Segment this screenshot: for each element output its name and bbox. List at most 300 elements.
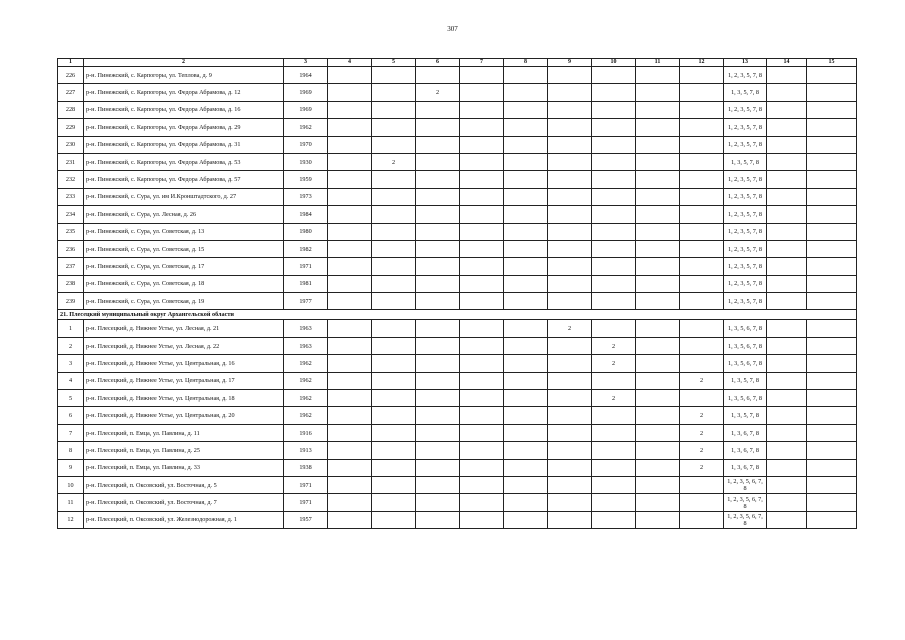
column-13-cell: 1, 2, 3, 5, 7, 8 — [724, 275, 767, 292]
column-9-cell — [548, 136, 592, 153]
column-8-cell — [504, 188, 548, 205]
year-cell: 1957 — [284, 511, 328, 528]
column-4-cell — [328, 223, 372, 240]
column-13-cell: 1, 3, 5, 7, 8 — [724, 153, 767, 170]
column-12-cell — [680, 206, 724, 223]
column-7-cell — [460, 101, 504, 118]
column-15-cell — [807, 206, 857, 223]
year-cell: 1971 — [284, 258, 328, 275]
column-11-cell — [636, 119, 680, 136]
column-9-cell — [548, 223, 592, 240]
column-8-cell — [504, 275, 548, 292]
column-7-cell — [460, 337, 504, 354]
column-8-cell — [504, 476, 548, 493]
column-7-cell — [460, 67, 504, 84]
column-12-cell — [680, 171, 724, 188]
column-7-cell — [460, 511, 504, 528]
column-4-cell — [328, 101, 372, 118]
column-5-cell — [372, 390, 416, 407]
column-9-cell: 2 — [548, 320, 592, 337]
column-11-cell — [636, 275, 680, 292]
column-4-cell — [328, 67, 372, 84]
column-5-cell — [372, 320, 416, 337]
column-4-cell — [328, 511, 372, 528]
column-13-cell: 1, 2, 3, 5, 7, 8 — [724, 293, 767, 310]
column-14-cell — [767, 390, 807, 407]
year-cell: 1959 — [284, 171, 328, 188]
row-number-cell: 226 — [58, 67, 84, 84]
column-14-cell — [767, 476, 807, 493]
address-cell: р-н. Плесецкий, д. Нижнее Устье, ул. Центральная, д. 17 — [84, 372, 284, 389]
row-number-cell: 231 — [58, 153, 84, 170]
column-header: 6 — [416, 59, 460, 67]
column-14-cell — [767, 355, 807, 372]
column-10-cell — [592, 136, 636, 153]
row-number-cell: 2 — [58, 337, 84, 354]
column-11-cell — [636, 511, 680, 528]
column-header: 8 — [504, 59, 548, 67]
row-number-cell: 237 — [58, 258, 84, 275]
column-5-cell — [372, 442, 416, 459]
column-7-cell — [460, 153, 504, 170]
column-6-cell — [416, 355, 460, 372]
column-4-cell — [328, 355, 372, 372]
column-12-cell — [680, 390, 724, 407]
column-10-cell — [592, 442, 636, 459]
column-8-cell — [504, 494, 548, 511]
address-cell: р-н. Плесецкий, п. Оксовский, ул. Железнодорожная, д. 1 — [84, 511, 284, 528]
column-11-cell — [636, 171, 680, 188]
row-number-cell: 228 — [58, 101, 84, 118]
table-row — [58, 494, 857, 511]
page-number: 307 — [447, 25, 458, 33]
column-11-cell — [636, 153, 680, 170]
column-6-cell — [416, 153, 460, 170]
column-4-cell — [328, 476, 372, 493]
column-6-cell — [416, 223, 460, 240]
year-cell: 1962 — [284, 119, 328, 136]
column-14-cell — [767, 494, 807, 511]
column-15-cell — [807, 258, 857, 275]
column-14-cell — [767, 119, 807, 136]
column-header: 2 — [84, 59, 284, 67]
column-4-cell — [328, 240, 372, 257]
column-7-cell — [460, 293, 504, 310]
column-header: 13 — [724, 59, 767, 67]
column-14-cell — [767, 188, 807, 205]
column-8-cell — [504, 372, 548, 389]
column-10-cell — [592, 494, 636, 511]
column-7-cell — [460, 459, 504, 476]
table-row — [58, 275, 857, 292]
column-10-cell — [592, 258, 636, 275]
column-12-cell — [680, 337, 724, 354]
column-10-cell: 2 — [592, 355, 636, 372]
column-6-cell — [416, 188, 460, 205]
table-row — [58, 153, 857, 170]
column-11-cell — [636, 67, 680, 84]
column-11-cell — [636, 258, 680, 275]
column-5-cell — [372, 407, 416, 424]
year-cell: 1971 — [284, 476, 328, 493]
column-7-cell — [460, 188, 504, 205]
column-8-cell — [504, 459, 548, 476]
year-cell: 1977 — [284, 293, 328, 310]
column-8-cell — [504, 442, 548, 459]
column-11-cell — [636, 390, 680, 407]
table-row — [58, 511, 857, 528]
column-7-cell — [460, 171, 504, 188]
column-8-cell — [504, 424, 548, 441]
column-15-cell — [807, 476, 857, 493]
column-15-cell — [807, 459, 857, 476]
column-5-cell — [372, 223, 416, 240]
column-8-cell — [504, 206, 548, 223]
table-row — [58, 188, 857, 205]
section-title: 21. Плесецкий муниципальный округ Архангельской области — [58, 310, 857, 320]
column-12-cell — [680, 153, 724, 170]
row-number-cell: 238 — [58, 275, 84, 292]
column-6-cell — [416, 67, 460, 84]
column-4-cell — [328, 258, 372, 275]
column-8-cell — [504, 67, 548, 84]
column-13-cell: 1, 2, 3, 5, 7, 8 — [724, 119, 767, 136]
column-10-cell — [592, 320, 636, 337]
column-11-cell — [636, 223, 680, 240]
column-11-cell — [636, 476, 680, 493]
column-13-cell: 1, 3, 5, 6, 7, 8 — [724, 355, 767, 372]
column-6-cell — [416, 424, 460, 441]
column-5-cell — [372, 101, 416, 118]
column-10-cell — [592, 119, 636, 136]
column-9-cell — [548, 206, 592, 223]
column-13-cell: 1, 2, 3, 5, 7, 8 — [724, 101, 767, 118]
column-12-cell — [680, 223, 724, 240]
column-11-cell — [636, 293, 680, 310]
row-number-cell: 229 — [58, 119, 84, 136]
column-13-cell: 1, 2, 3, 5, 7, 8 — [724, 136, 767, 153]
column-12-cell — [680, 84, 724, 101]
address-cell: р-н. Пинежский, с. Карпогоры, ул. Федора Абрамова, д. 16 — [84, 101, 284, 118]
year-cell: 1913 — [284, 442, 328, 459]
column-6-cell — [416, 407, 460, 424]
row-number-cell: 3 — [58, 355, 84, 372]
year-cell: 1964 — [284, 67, 328, 84]
table-row — [58, 136, 857, 153]
column-14-cell — [767, 206, 807, 223]
address-cell: р-н. Пинежский, с. Сура, ул. Лесная, д. 26 — [84, 206, 284, 223]
column-15-cell — [807, 442, 857, 459]
column-11-cell — [636, 337, 680, 354]
year-cell: 1962 — [284, 407, 328, 424]
column-13-cell: 1, 3, 5, 6, 7, 8 — [724, 337, 767, 354]
table-row — [58, 407, 857, 424]
column-12-cell — [680, 494, 724, 511]
column-5-cell — [372, 258, 416, 275]
column-6-cell — [416, 240, 460, 257]
column-6-cell — [416, 206, 460, 223]
column-10-cell — [592, 153, 636, 170]
address-cell: р-н. Плесецкий, п. Емца, ул. Павлина, д. 25 — [84, 442, 284, 459]
column-4-cell — [328, 275, 372, 292]
column-12-cell: 2 — [680, 372, 724, 389]
column-7-cell — [460, 258, 504, 275]
column-8-cell — [504, 84, 548, 101]
year-cell: 1970 — [284, 136, 328, 153]
column-4-cell — [328, 442, 372, 459]
column-5-cell — [372, 67, 416, 84]
column-12-cell: 2 — [680, 459, 724, 476]
column-4-cell — [328, 206, 372, 223]
column-10-cell — [592, 223, 636, 240]
table-row — [58, 476, 857, 493]
column-8-cell — [504, 355, 548, 372]
column-11-cell — [636, 459, 680, 476]
column-5-cell — [372, 337, 416, 354]
column-12-cell: 2 — [680, 424, 724, 441]
row-number-cell: 1 — [58, 320, 84, 337]
column-5-cell — [372, 424, 416, 441]
address-cell: р-н. Плесецкий, д. Нижнее Устье, ул. Центральная, д. 16 — [84, 355, 284, 372]
table-header-row — [58, 59, 857, 67]
address-cell: р-н. Пинежский, с. Карпогоры, ул. Федора Абрамова, д. 29 — [84, 119, 284, 136]
column-9-cell — [548, 442, 592, 459]
column-15-cell — [807, 223, 857, 240]
column-13-cell: 1, 2, 3, 5, 7, 8 — [724, 240, 767, 257]
column-7-cell — [460, 136, 504, 153]
row-number-cell: 11 — [58, 494, 84, 511]
column-13-cell: 1, 3, 6, 7, 8 — [724, 442, 767, 459]
row-number-cell: 233 — [58, 188, 84, 205]
column-13-cell: 1, 3, 5, 7, 8 — [724, 372, 767, 389]
column-7-cell — [460, 355, 504, 372]
column-11-cell — [636, 84, 680, 101]
column-5-cell — [372, 355, 416, 372]
column-6-cell — [416, 171, 460, 188]
table-row — [58, 355, 857, 372]
column-9-cell — [548, 258, 592, 275]
column-9-cell — [548, 101, 592, 118]
address-cell: р-н. Пинежский, с. Сура, ул. Советская, д. 17 — [84, 258, 284, 275]
table-row — [58, 320, 857, 337]
year-cell: 1984 — [284, 206, 328, 223]
column-9-cell — [548, 494, 592, 511]
column-15-cell — [807, 320, 857, 337]
row-number-cell: 235 — [58, 223, 84, 240]
column-9-cell — [548, 293, 592, 310]
table-row — [58, 171, 857, 188]
address-cell: р-н. Плесецкий, д. Нижнее Устье, ул. Лесная, д. 21 — [84, 320, 284, 337]
address-cell: р-н. Плесецкий, д. Нижнее Устье, ул. Центральная, д. 18 — [84, 390, 284, 407]
year-cell: 1962 — [284, 355, 328, 372]
column-header: 1 — [58, 59, 84, 67]
column-12-cell — [680, 320, 724, 337]
column-15-cell — [807, 67, 857, 84]
address-cell: р-н. Пинежский, с. Карпогоры, ул. Федора Абрамова, д. 57 — [84, 171, 284, 188]
column-9-cell — [548, 459, 592, 476]
row-number-cell: 10 — [58, 476, 84, 493]
column-9-cell — [548, 188, 592, 205]
year-cell: 1969 — [284, 84, 328, 101]
column-15-cell — [807, 390, 857, 407]
column-12-cell — [680, 275, 724, 292]
column-8-cell — [504, 119, 548, 136]
column-5-cell — [372, 206, 416, 223]
year-cell: 1962 — [284, 390, 328, 407]
address-cell: р-н. Плесецкий, п. Емца, ул. Павлина, д. 33 — [84, 459, 284, 476]
column-header: 15 — [807, 59, 857, 67]
column-7-cell — [460, 372, 504, 389]
row-number-cell: 236 — [58, 240, 84, 257]
table-row — [58, 223, 857, 240]
column-14-cell — [767, 407, 807, 424]
column-11-cell — [636, 442, 680, 459]
column-6-cell — [416, 119, 460, 136]
column-4-cell — [328, 494, 372, 511]
year-cell: 1963 — [284, 337, 328, 354]
column-header: 3 — [284, 59, 328, 67]
column-7-cell — [460, 206, 504, 223]
column-6-cell — [416, 275, 460, 292]
year-cell: 1916 — [284, 424, 328, 441]
column-4-cell — [328, 293, 372, 310]
row-number-cell: 5 — [58, 390, 84, 407]
address-cell: р-н. Пинежский, с. Карпогоры, ул. Теплова, д. 9 — [84, 67, 284, 84]
address-cell: р-н. Пинежский, с. Карпогоры, ул. Федора Абрамова, д. 31 — [84, 136, 284, 153]
column-11-cell — [636, 320, 680, 337]
table-row — [58, 206, 857, 223]
column-6-cell — [416, 511, 460, 528]
column-13-cell: 1, 2, 3, 5, 7, 8 — [724, 223, 767, 240]
column-9-cell — [548, 240, 592, 257]
address-cell: р-н. Плесецкий, п. Емца, ул. Павлина, д. 11 — [84, 424, 284, 441]
column-15-cell — [807, 407, 857, 424]
column-11-cell — [636, 424, 680, 441]
column-10-cell — [592, 459, 636, 476]
table-row — [58, 372, 857, 389]
row-number-cell: 6 — [58, 407, 84, 424]
column-5-cell — [372, 188, 416, 205]
column-7-cell — [460, 119, 504, 136]
column-5-cell — [372, 476, 416, 493]
column-13-cell: 1, 3, 6, 7, 8 — [724, 459, 767, 476]
column-header: 5 — [372, 59, 416, 67]
column-15-cell — [807, 171, 857, 188]
column-8-cell — [504, 171, 548, 188]
column-5-cell — [372, 171, 416, 188]
column-5-cell — [372, 459, 416, 476]
column-8-cell — [504, 390, 548, 407]
row-number-cell: 227 — [58, 84, 84, 101]
column-13-cell: 1, 3, 6, 7, 8 — [724, 424, 767, 441]
column-8-cell — [504, 153, 548, 170]
column-6-cell — [416, 136, 460, 153]
column-15-cell — [807, 153, 857, 170]
year-cell: 1930 — [284, 153, 328, 170]
column-13-cell: 1, 2, 3, 5, 7, 8 — [724, 171, 767, 188]
column-15-cell — [807, 240, 857, 257]
column-9-cell — [548, 355, 592, 372]
column-11-cell — [636, 240, 680, 257]
column-15-cell — [807, 84, 857, 101]
column-8-cell — [504, 293, 548, 310]
housing-register-table — [57, 58, 857, 529]
column-14-cell — [767, 153, 807, 170]
column-7-cell — [460, 494, 504, 511]
column-9-cell — [548, 119, 592, 136]
column-14-cell — [767, 372, 807, 389]
column-7-cell — [460, 407, 504, 424]
column-7-cell — [460, 476, 504, 493]
column-14-cell — [767, 337, 807, 354]
column-header: 10 — [592, 59, 636, 67]
address-cell: р-н. Пинежский, с. Карпогоры, ул. Федора Абрамова, д. 12 — [84, 84, 284, 101]
table-row — [58, 424, 857, 441]
column-9-cell — [548, 424, 592, 441]
year-cell: 1969 — [284, 101, 328, 118]
year-cell: 1982 — [284, 240, 328, 257]
column-6-cell — [416, 390, 460, 407]
column-15-cell — [807, 293, 857, 310]
column-12-cell: 2 — [680, 442, 724, 459]
column-14-cell — [767, 511, 807, 528]
table-row — [58, 390, 857, 407]
column-7-cell — [460, 390, 504, 407]
column-header: 11 — [636, 59, 680, 67]
column-5-cell — [372, 240, 416, 257]
address-cell: р-н. Пинежский, с. Карпогоры, ул. Федора Абрамова, д. 53 — [84, 153, 284, 170]
column-header: 7 — [460, 59, 504, 67]
column-12-cell: 2 — [680, 407, 724, 424]
column-6-cell — [416, 320, 460, 337]
column-4-cell — [328, 407, 372, 424]
column-6-cell — [416, 494, 460, 511]
column-14-cell — [767, 320, 807, 337]
column-6-cell — [416, 101, 460, 118]
column-7-cell — [460, 320, 504, 337]
column-11-cell — [636, 101, 680, 118]
column-header: 9 — [548, 59, 592, 67]
column-13-cell: 1, 2, 3, 5, 6, 7, 8 — [724, 511, 767, 528]
column-14-cell — [767, 136, 807, 153]
table-row — [58, 258, 857, 275]
column-15-cell — [807, 511, 857, 528]
column-10-cell — [592, 84, 636, 101]
column-9-cell — [548, 372, 592, 389]
column-5-cell — [372, 293, 416, 310]
column-11-cell — [636, 407, 680, 424]
column-8-cell — [504, 136, 548, 153]
row-number-cell: 232 — [58, 171, 84, 188]
table-row — [58, 293, 857, 310]
column-9-cell — [548, 407, 592, 424]
table-row — [58, 240, 857, 257]
column-12-cell — [680, 67, 724, 84]
column-6-cell: 2 — [416, 84, 460, 101]
column-7-cell — [460, 223, 504, 240]
column-6-cell — [416, 293, 460, 310]
column-10-cell — [592, 372, 636, 389]
column-14-cell — [767, 258, 807, 275]
column-6-cell — [416, 258, 460, 275]
column-14-cell — [767, 171, 807, 188]
column-4-cell — [328, 337, 372, 354]
table-row — [58, 119, 857, 136]
column-4-cell — [328, 153, 372, 170]
column-9-cell — [548, 337, 592, 354]
column-7-cell — [460, 442, 504, 459]
column-14-cell — [767, 424, 807, 441]
